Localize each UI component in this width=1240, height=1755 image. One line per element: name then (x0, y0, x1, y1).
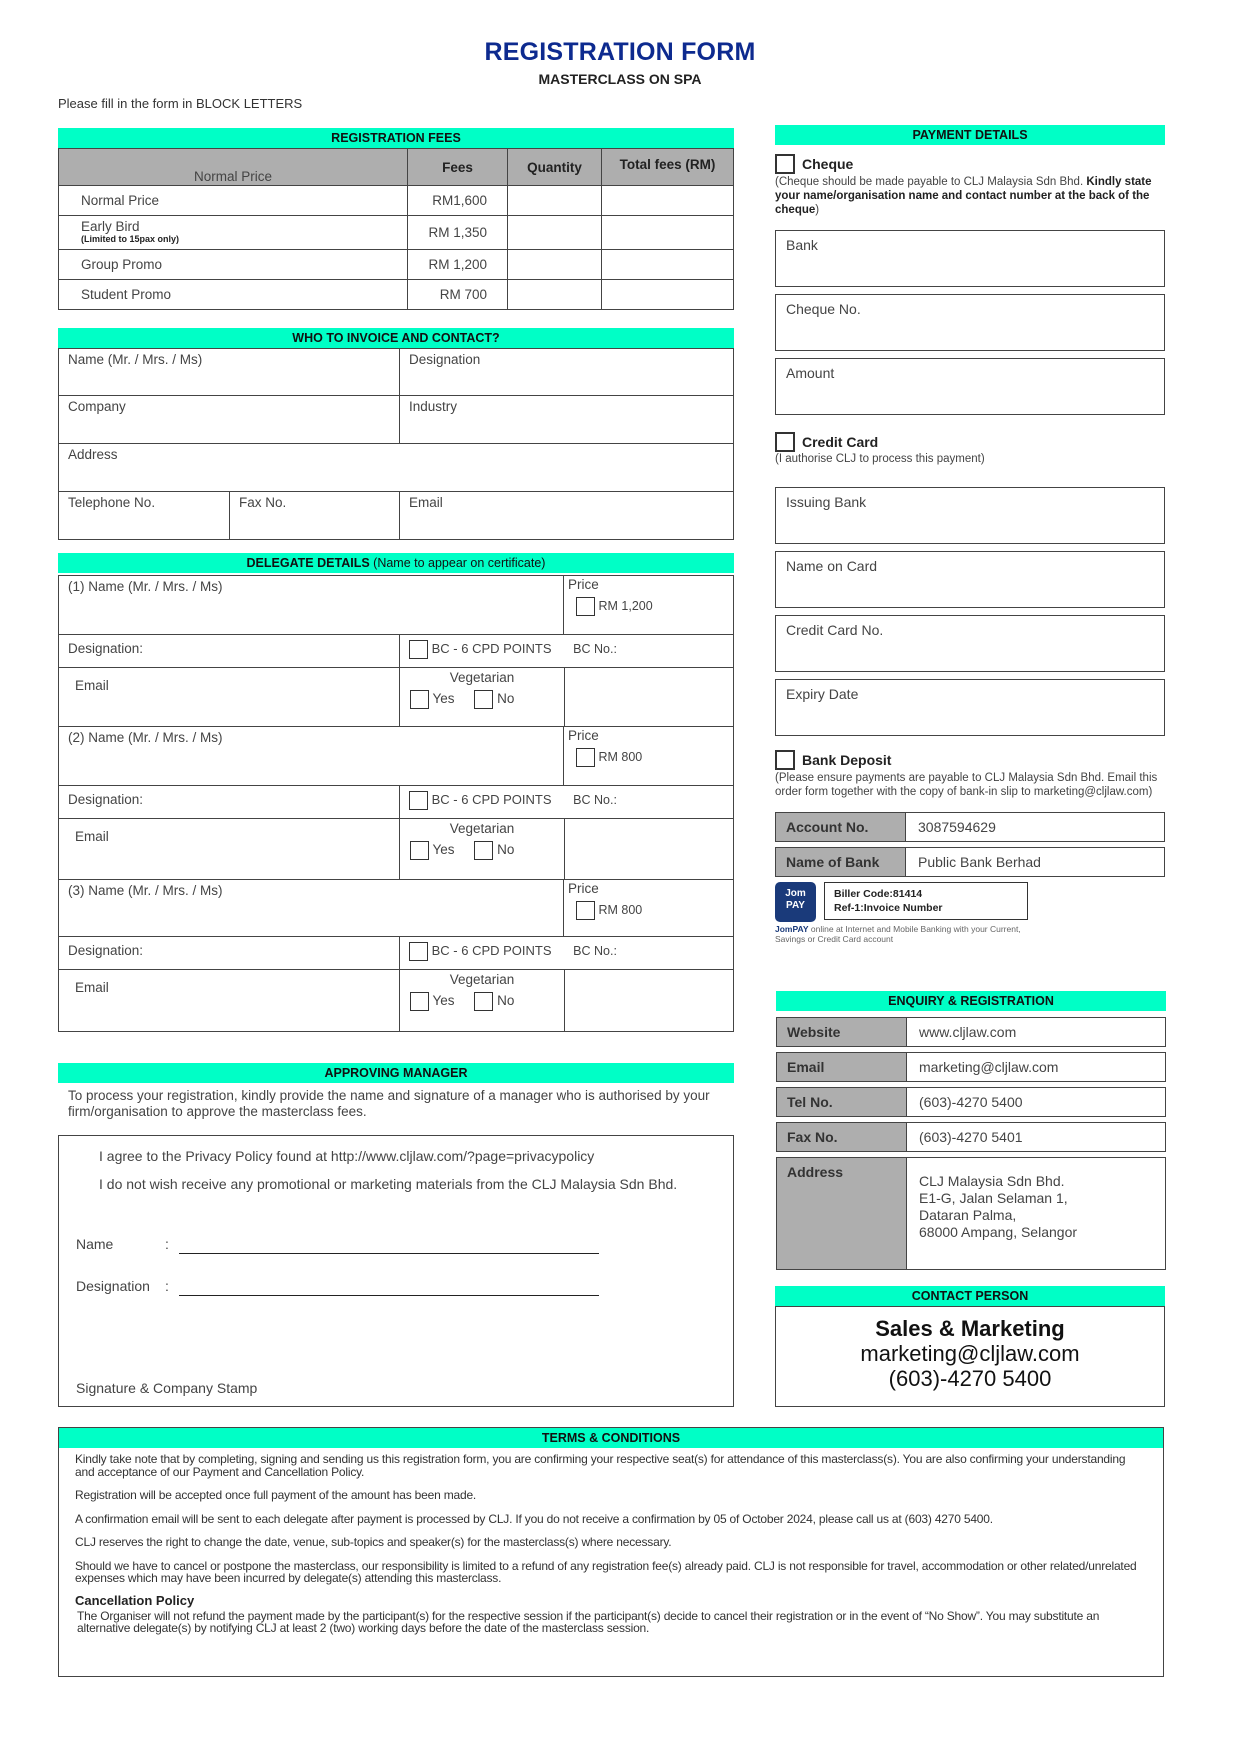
price-label: Price (568, 881, 599, 896)
fee-label: Early Bird (81, 218, 140, 234)
field-label: (2) Name (Mr. / Mrs. / Ms) (68, 730, 223, 745)
bank-deposit-note: (Please ensure payments are payable to CLJ Malaysia Sdn Bhd. Email this order form together with the copy of bank-in slip to marketing@cljlaw.com) (775, 772, 1158, 798)
delegate-2-vegetarian (399, 818, 565, 880)
delegate-2-blank-cell (564, 818, 734, 880)
field-label: Name on Card (786, 558, 878, 574)
no-label: No (497, 691, 515, 707)
delegate-3-price (563, 879, 734, 937)
delegate-1-veg-no-checkbox[interactable] (474, 690, 493, 709)
invoice-fax-field[interactable] (229, 491, 400, 540)
field-label: (3) Name (Mr. / Mrs. / Ms) (68, 883, 223, 898)
fee-row (59, 250, 734, 280)
website-row (776, 1017, 1166, 1047)
address-label: Address (777, 1158, 907, 1269)
tel-value: (603)-4270 5400 (919, 1094, 1023, 1110)
field-label: Fax No. (239, 495, 287, 510)
delegate-2-veg-yes-checkbox[interactable] (410, 841, 429, 860)
invoice-name-field[interactable] (58, 348, 400, 396)
delegate-2-bc (399, 785, 734, 819)
terms-paragraph: A confirmation email will be sent to each delegate after payment is processed by CLJ. If you do not receive a confirmation by 05 of October 2024, please call us at (603) 4270 5400. (75, 1511, 993, 1526)
delegate-section (58, 553, 734, 573)
expiry-date-field[interactable] (775, 679, 1165, 736)
delegate-3-bc-checkbox[interactable] (409, 942, 428, 961)
bc-label: BC - 6 CPD POINTS (431, 640, 552, 656)
no-label: No (497, 993, 515, 1009)
fee-row (59, 186, 734, 216)
address-value (907, 1158, 1165, 1269)
page-title: REGISTRATION FORM (484, 38, 756, 66)
cheque-amount-field[interactable] (775, 358, 1165, 415)
field-label: Designation (409, 352, 481, 367)
privacy-agree-text: I agree to the Privacy Policy found at http://www.cljlaw.com/?page=privacypolicy (99, 1148, 595, 1164)
no-label: No (497, 842, 515, 858)
fee-value: RM 700 (408, 280, 508, 310)
website-label: Website (777, 1018, 907, 1046)
manager-designation-label: Designation (76, 1278, 150, 1294)
jompay-caption-text: online at Internet and Mobile Banking with your Current, Savings or Credit Card account (775, 924, 1021, 944)
registration-fees-section (58, 128, 734, 310)
bank-name-label: Name of Bank (776, 848, 906, 876)
field-label: Email (75, 980, 109, 995)
payment-section (775, 125, 1165, 944)
delegate-2-email-field[interactable] (58, 818, 400, 880)
manager-designation-line[interactable] (179, 1295, 599, 1296)
fee-note: (Limited to 15pax only) (81, 233, 180, 244)
cheque-bank-field[interactable] (775, 230, 1165, 287)
yes-label: Yes (432, 842, 455, 858)
cancellation-text: The Organiser will not refund the payment made by the participant(s) for the respective session if the participant(s) decide to cancel their registration or in the event of “No Show”. You may substitute an alternative delegate(s) by notifying CLJ at least 2 (two) working days before the date of the masterclass session. (77, 1608, 1100, 1635)
field-label: Industry (409, 399, 458, 414)
bank-name-row (775, 847, 1165, 877)
email-value[interactable]: marketing@cljlaw.com (919, 1059, 1059, 1075)
bc-label: BC - 6 CPD POINTS (431, 791, 552, 807)
delegate-heading-text: DELEGATE DETAILS (246, 556, 370, 570)
delegate-1-blank-cell (564, 667, 734, 727)
fee-row (59, 216, 734, 250)
field-label: Email (75, 829, 109, 844)
enquiry-heading: ENQUIRY & REGISTRATION (776, 991, 1166, 1011)
fee-value: RM 1,200 (408, 250, 508, 280)
fee-value: RM 1,350 (408, 216, 508, 250)
biller-ref: Ref-1:Invoice Number (834, 902, 943, 914)
delegate-2-bc-checkbox[interactable] (409, 791, 428, 810)
registration-fees-heading: REGISTRATION FEES (58, 128, 734, 148)
price-label: Price (568, 577, 599, 592)
yes-label: Yes (432, 691, 455, 707)
terms-paragraph: Kindly take note that by completing, signing and sending us this registration form, you are confirming your respective seat(s) for attendance of this masterclass(s). You are also confirming your understanding and acceptance of our Payment and Cancellation Policy. (75, 1452, 1126, 1479)
fees-header-row (59, 149, 734, 186)
total-input[interactable] (602, 250, 734, 280)
bank-deposit-label: Bank Deposit (802, 752, 892, 768)
fees-table (58, 148, 734, 310)
price-value: RM 1,200 (598, 598, 653, 613)
invoice-telephone-field[interactable] (58, 491, 230, 540)
field-label: Telephone No. (68, 495, 156, 510)
field-label: Name (Mr. / Mrs. / Ms) (68, 352, 203, 367)
delegate-1-vegetarian (399, 667, 565, 727)
quantity-input[interactable] (508, 186, 602, 216)
tel-row (776, 1087, 1166, 1117)
field-label: Email (75, 678, 109, 693)
field-label: Company (68, 399, 126, 414)
credit-card-label: Credit Card (802, 434, 879, 450)
bc-no-label: BC No.: (573, 943, 617, 958)
address-line: CLJ Malaysia Sdn Bhd. (919, 1173, 1065, 1189)
terms-paragraph: Registration will be accepted once full payment of the amount has been made. (75, 1488, 477, 1502)
delegate-3-name-field[interactable] (58, 879, 564, 937)
delegate-3-price-checkbox[interactable] (576, 901, 595, 920)
terms-heading: TERMS & CONDITIONS (59, 1428, 1163, 1448)
fee-row (59, 280, 734, 310)
cheque-note (775, 175, 1165, 217)
col-total: Total fees (RM) (602, 149, 734, 186)
enquiry-section (776, 991, 1166, 1275)
approving-manager-heading: APPROVING MANAGER (58, 1063, 734, 1083)
cheque-label: Cheque (802, 156, 854, 172)
price-value: RM 800 (598, 749, 643, 764)
field-label: Designation: (68, 792, 144, 807)
jompay-block (775, 882, 1165, 922)
fax-label: Fax No. (777, 1123, 907, 1151)
field-label: Expiry Date (786, 686, 859, 702)
credit-card-checkbox[interactable] (775, 432, 795, 452)
delegate-3-veg-yes-checkbox[interactable] (410, 992, 429, 1011)
contact-person-email[interactable]: marketing@cljlaw.com (860, 1341, 1080, 1366)
delegate-3-veg-no-checkbox[interactable] (474, 992, 493, 1011)
fee-label: Student Promo (81, 287, 172, 302)
manager-name-line[interactable] (179, 1253, 599, 1254)
delegate-heading (58, 553, 734, 573)
approving-manager-section (58, 1063, 734, 1120)
delegate-2-veg-no-checkbox[interactable] (474, 841, 493, 860)
delegate-1-email-field[interactable] (58, 667, 400, 727)
invoice-email-field[interactable] (399, 491, 734, 540)
form-instruction: Please fill in the form in BLOCK LETTERS (58, 96, 303, 111)
bank-name-value: Public Bank Berhad (918, 854, 1041, 870)
signature-stamp-label: Signature & Company Stamp (76, 1380, 258, 1396)
field-label: Cheque No. (786, 301, 861, 317)
approving-manager-intro: To process your registration, kindly provide the name and signature of a manager who is authorised by your firm/organisation to approve the masterclass fees. (68, 1088, 710, 1119)
invoice-heading: WHO TO INVOICE AND CONTACT? (58, 328, 734, 348)
delegate-3-vegetarian (399, 969, 565, 1032)
credit-card-no-field[interactable] (775, 615, 1165, 672)
vegetarian-label: Vegetarian (449, 972, 515, 987)
colon: : (165, 1236, 169, 1252)
bc-no-label: BC No.: (573, 792, 617, 807)
jompay-logo-bottom: PAY (786, 900, 805, 911)
name-on-card-field[interactable] (775, 551, 1165, 608)
quantity-input[interactable] (508, 216, 602, 250)
cancellation-heading: Cancellation Policy (75, 1592, 195, 1608)
manager-name-label: Name (76, 1236, 114, 1252)
yes-label: Yes (432, 993, 455, 1009)
credit-card-note: (I authorise CLJ to process this payment) (775, 453, 985, 465)
delegate-2-designation-field[interactable] (58, 785, 400, 819)
cheque-checkbox[interactable] (775, 154, 795, 174)
delegate-1-price (563, 575, 734, 635)
delegate-2-price-checkbox[interactable] (576, 748, 595, 767)
delegate-3-designation-field[interactable] (58, 936, 400, 970)
terms-section (58, 1427, 1164, 1677)
field-label: Address (68, 447, 118, 462)
total-input[interactable] (602, 186, 734, 216)
page-subtitle: MASTERCLASS ON SPA (538, 71, 702, 87)
field-label: Amount (786, 365, 835, 381)
quantity-input[interactable] (508, 250, 602, 280)
field-label: Credit Card No. (786, 622, 884, 638)
delegate-1-name-field[interactable] (58, 575, 564, 635)
delegate-3-email-field[interactable] (58, 969, 400, 1032)
col-fees: Fees (408, 149, 508, 186)
contact-person-name: Sales & Marketing (875, 1316, 1065, 1341)
bank-deposit-option (775, 750, 1165, 770)
total-input[interactable] (602, 216, 734, 250)
vegetarian-label: Vegetarian (449, 821, 515, 836)
bank-deposit-checkbox[interactable] (775, 750, 795, 770)
terms-paragraph: Should we have to cancel or postpone the masterclass, our responsibility is limited to a refund of any registration fee(s) already paid. CLJ is not responsible for travel, accommodation or other related/unrelated expenses which may have been incurred by delegate(s) attending this masterclass. (75, 1558, 1137, 1585)
website-value[interactable]: www.cljlaw.com (919, 1024, 1017, 1040)
delegate-1-veg-yes-checkbox[interactable] (410, 690, 429, 709)
terms-paragraph: CLJ reserves the right to change the date, venue, sub-topics and speaker(s) for the masterclass(s) where necessary. (75, 1535, 672, 1549)
invoice-designation-field[interactable] (399, 348, 734, 396)
approving-manager-box (58, 1135, 734, 1407)
contact-person-phone: (603)-4270 5400 (888, 1366, 1052, 1391)
delegate-1-bc (399, 634, 734, 668)
cheque-note-close: ) (815, 204, 820, 216)
biller-code: Biller Code:81414 (834, 888, 923, 900)
jompay-caption-bold: JomPAY (775, 924, 809, 934)
field-label: (1) Name (Mr. / Mrs. / Ms) (68, 579, 223, 594)
delegate-3-blank-cell (564, 969, 734, 1032)
address-line: Dataran Palma, (919, 1207, 1017, 1223)
account-no-label: Account No. (776, 813, 906, 841)
vegetarian-label: Vegetarian (449, 670, 515, 685)
fee-label: Normal Price (81, 193, 160, 208)
address-row (776, 1157, 1166, 1270)
fee-label: Group Promo (81, 257, 163, 272)
contact-person-box (775, 1306, 1165, 1407)
fee-value: RM1,600 (408, 186, 508, 216)
price-value: RM 800 (598, 902, 643, 917)
bc-no-label: BC No.: (573, 641, 617, 656)
field-label: Bank (786, 237, 818, 253)
bc-label: BC - 6 CPD POINTS (431, 942, 552, 958)
field-label: Designation: (68, 943, 144, 958)
cheque-option (775, 154, 1165, 174)
field-label: Email (409, 495, 443, 510)
delegate-1-bc-checkbox[interactable] (409, 640, 428, 659)
field-label: Issuing Bank (786, 494, 867, 510)
email-row (776, 1052, 1166, 1082)
delegate-heading-note: (Name to appear on certificate) (373, 556, 546, 570)
cheque-note-text: (Cheque should be made payable to CLJ Malaysia Sdn Bhd. (775, 176, 1084, 188)
cheque-no-field[interactable] (775, 294, 1165, 351)
address-line: E1-G, Jalan Selaman 1, (919, 1190, 1068, 1206)
jompay-logo-icon (775, 882, 816, 922)
no-marketing-text: I do not wish receive any promotional or marketing materials from the CLJ Malaysia Sdn Bhd. (99, 1176, 678, 1192)
delegate-2-name-field[interactable] (58, 726, 564, 786)
jompay-caption (775, 924, 1045, 944)
account-no-value: 3087594629 (918, 819, 996, 835)
invoice-company-field[interactable] (58, 395, 400, 444)
email-label: Email (777, 1053, 907, 1081)
credit-card-option (775, 432, 1165, 452)
price-label: Price (568, 728, 599, 743)
invoice-section (58, 328, 734, 542)
cheque-note-bold: Kindly state your name/organisation name and contact number at the back of the cheque (775, 176, 1152, 216)
invoice-address-field[interactable] (58, 443, 734, 492)
delegate-1-designation-field[interactable] (58, 634, 400, 668)
col-quantity: Quantity (508, 149, 602, 186)
account-no-row (775, 812, 1165, 842)
delegates-grid (58, 575, 734, 1041)
invoice-industry-field[interactable] (399, 395, 734, 444)
delegate-2-price (563, 726, 734, 786)
tel-label: Tel No. (777, 1088, 907, 1116)
colon: : (165, 1278, 169, 1294)
delegate-3-bc (399, 936, 734, 970)
address-line: 68000 Ampang, Selangor (919, 1224, 1078, 1240)
payment-heading: PAYMENT DETAILS (775, 125, 1165, 145)
quantity-input[interactable] (508, 280, 602, 310)
field-label: Designation: (68, 641, 144, 656)
fax-row (776, 1122, 1166, 1152)
jompay-biller-box (824, 882, 1028, 920)
contact-person-heading: CONTACT PERSON (775, 1286, 1165, 1306)
fax-value: (603)-4270 5401 (919, 1129, 1023, 1145)
jompay-logo-top: Jom (785, 888, 806, 899)
col-normal-price: Normal Price (59, 149, 408, 186)
contact-person-section (775, 1286, 1165, 1407)
delegate-1-price-checkbox[interactable] (576, 597, 595, 616)
total-input[interactable] (602, 280, 734, 310)
issuing-bank-field[interactable] (775, 487, 1165, 544)
